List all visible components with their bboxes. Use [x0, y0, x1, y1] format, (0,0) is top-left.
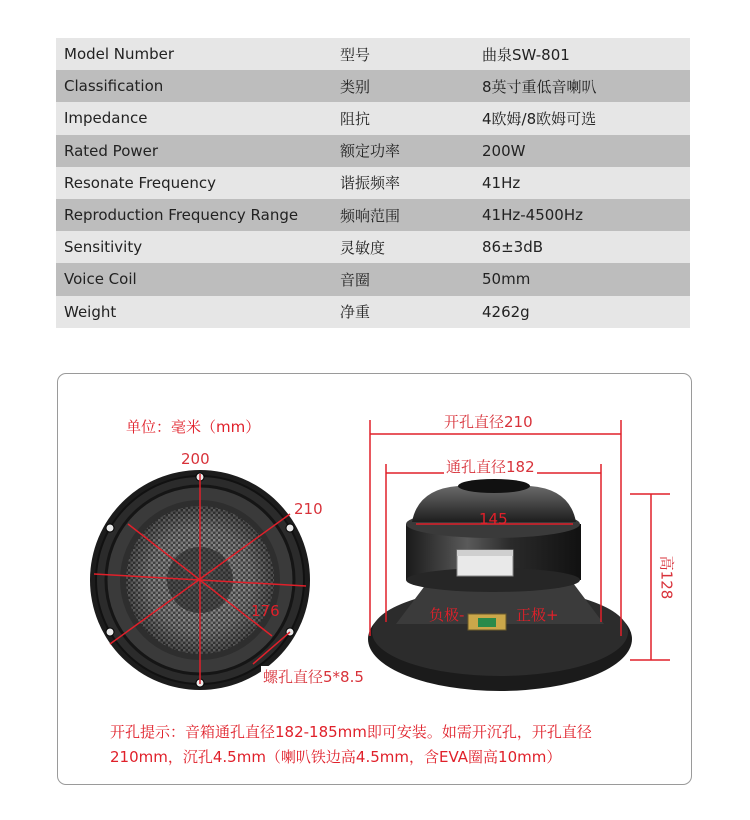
front-view-speaker: [90, 470, 310, 690]
spec-en-label: Voice Coil: [64, 270, 137, 289]
spec-row: [56, 263, 690, 295]
spec-en-label: Resonate Frequency: [64, 173, 217, 192]
spec-cn-label: 灵敏度: [340, 238, 386, 257]
spec-row: [56, 199, 690, 231]
spec-en-label: Model Number: [64, 45, 175, 64]
spec-value: 曲泉SW-801: [482, 45, 570, 64]
spec-cn-label: 类别: [340, 77, 371, 96]
spec-cn-label: 型号: [340, 45, 371, 64]
dimension-diagram: [57, 373, 692, 785]
installation-note-line1: 开孔提示：音箱通孔直径182-185mm即可安装。如需开沉孔，开孔直径: [110, 723, 592, 741]
screw-hole-label: 螺孔直径5*8.5: [263, 668, 364, 686]
magnet-dim-label: 145: [479, 510, 508, 528]
unit-label: 单位：毫米（mm）: [126, 418, 261, 436]
spec-row: [56, 167, 690, 199]
spec-cn-label: 阻抗: [340, 109, 371, 128]
spec-en-label: Rated Power: [64, 141, 159, 160]
spec-value: 200W: [482, 141, 526, 160]
spec-value: 4262g: [482, 302, 530, 321]
spec-cn-label: 额定功率: [340, 142, 401, 161]
spec-en-label: Impedance: [64, 109, 148, 128]
height-label: 高128: [657, 555, 676, 600]
spec-en-label: Classification: [64, 77, 164, 96]
spec-row: [56, 296, 690, 328]
spec-cn-label: 频响范围: [340, 206, 401, 225]
front-dim-176: 176: [251, 602, 280, 620]
spec-en-label: Weight: [64, 302, 117, 321]
spec-value: 41Hz-4500Hz: [482, 206, 583, 225]
spec-row: [56, 38, 690, 70]
vent-diameter-label: 通孔直径182: [446, 458, 535, 476]
cutout-diameter-label: 开孔直径210: [444, 413, 533, 431]
installation-note-line2: 210mm，沉孔4.5mm（喇叭铁边高4.5mm，含EVA圈高10mm）: [110, 748, 562, 766]
spec-row: [56, 231, 690, 263]
spec-row: [56, 70, 690, 102]
spec-en-label: Sensitivity: [64, 238, 143, 257]
spec-cn-label: 音圈: [340, 270, 371, 289]
positive-terminal-label: 正极+: [516, 606, 559, 624]
negative-terminal-label: 负极-: [429, 606, 465, 624]
spec-value: 50mm: [482, 270, 531, 289]
spec-row: [56, 135, 690, 167]
spec-value: 86±3dB: [482, 238, 544, 257]
spec-value: 4欧姆/8欧姆可选: [482, 109, 597, 128]
spec-row: [56, 102, 690, 134]
spec-value: 8英寸重低音喇叭: [482, 77, 597, 96]
front-dim-200: 200: [181, 450, 210, 468]
spec-table: [56, 38, 690, 328]
front-dim-210: 210: [294, 500, 323, 518]
installation-note: [110, 720, 670, 770]
spec-cn-label: 谐振频率: [340, 174, 401, 193]
spec-value: 41Hz: [482, 173, 521, 192]
spec-en-label: Reproduction Frequency Range: [64, 206, 299, 225]
spec-cn-label: 净重: [340, 303, 371, 322]
